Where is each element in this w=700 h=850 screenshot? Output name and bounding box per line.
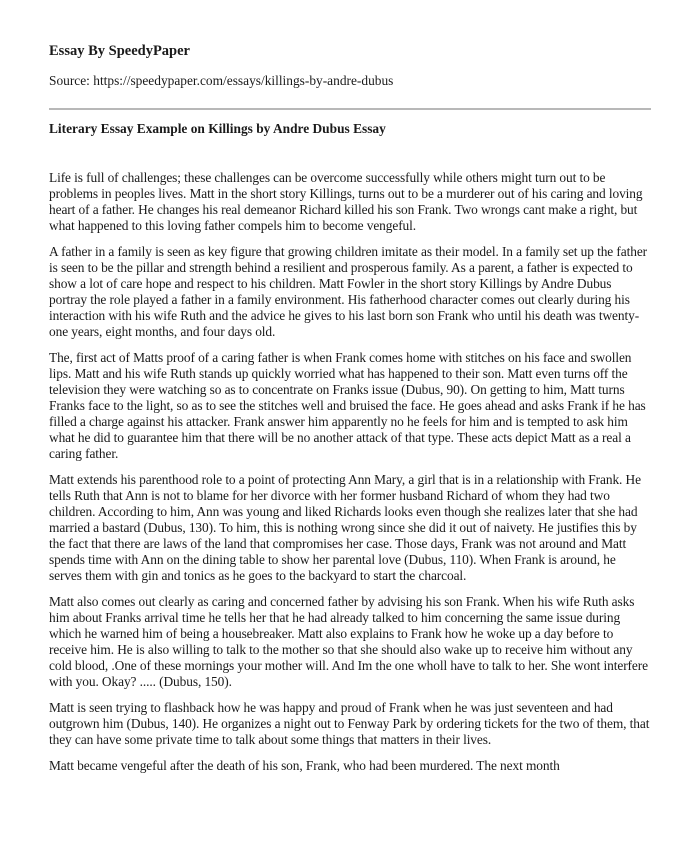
publisher-title: Essay By SpeedyPaper [49, 43, 190, 59]
paragraph: Life is full of challenges; these challenges can be overcome successfully while others might turn out to be problems in peoples lives. Matt in the short story Killings, turns out to be a murderer out of his caring and loving heart of a father. He changes his real demeanor Richard killed his son Frank. Two wrongs cant make a right, but what happened to this loving father compels him to become vengeful. [49, 170, 643, 233]
header-divider [49, 108, 651, 110]
paragraph: Matt became vengeful after the death of his son, Frank, who had been murdered. The next month [49, 758, 560, 773]
paragraph: Matt also comes out clearly as caring and concerned father by advising his son Frank. When his wife Ruth asks him about Franks arrival time he tells her that he had already talked to him concerning the same issue during which he warned him of being a housebreaker. Matt also explains to Frank how he woke up a day before to receive him. He is also willing to talk to the mother so that she should also wake up to receive him without any cold blood, .One of these mornings your mother will. And Im the one wholl have to talk to her. She wont interfere with you. Okay? ..... (Dubus, 150). [49, 594, 648, 689]
paragraph: Matt extends his parenthood role to a point of protecting Ann Mary, a girl that is in a relationship with Frank. He tells Ruth that Ann is not to blame for her divorce with her former husband Richard of whom they had two children. According to him, Ann was young and liked Richards looks even though she realizes later that she had married a bastard (Dubus, 130). To him, this is nothing wrong since she did it out of naivety. He justifies this by the fact that there are laws of the land that compromises her case. Those days, Frank was not around and Matt spends time with Ann on the dining table to show her parental love (Dubus, 110). When Frank is around, he serves them with gin and tonics as he goes to the backyard to start the charcoal. [49, 472, 641, 583]
paragraph: The, first act of Matts proof of a caring father is when Frank comes home with stitches on his face and swollen lips. Matt and his wife Ruth stands up quickly worried what has happened to their son. Matt even turns off the television they were watching so as to concentrate on Franks issue (Dubus, 90). On getting to him, Matt turns Franks face to the light, so as to see the stitches well and bruised the face. He goes ahead and asks Frank if he has filled a charge against his attacker. Frank answer him apparently no he feels for him and is tempted to ask him what he did to guarantee him that there will be no another attack of that type. These acts depict Matt as a real a caring father. [49, 350, 646, 461]
paragraph: Matt is seen trying to flashback how he was happy and proud of Frank when he was just seventeen and had outgrown him (Dubus, 140). He organizes a night out to Fenway Park by ordering tickets for the two of them, that they can have some private time to talk about some things that matters in their lives. [49, 700, 650, 747]
essay-title: Literary Essay Example on Killings by Andre Dubus Essay [49, 121, 386, 136]
source-line: Source: https://speedypaper.com/essays/killings-by-andre-dubus [49, 73, 394, 88]
essay-body [49, 170, 651, 784]
paragraph: A father in a family is seen as key figure that growing children imitate as their model. In a family set up the father is seen to be the pillar and strength behind a resilient and prosperous family. As a parent, a father is expected to show a lot of care hope and respect to his children. Matt Fowler in the short story Killings by Andre Dubus portray the role played a father in a family environment. His fatherhood character comes out clearly during his interaction with his wife Ruth and the advice he gives to his last born son Frank who until his death was twenty-one years, eight months, and four days old. [49, 244, 648, 339]
